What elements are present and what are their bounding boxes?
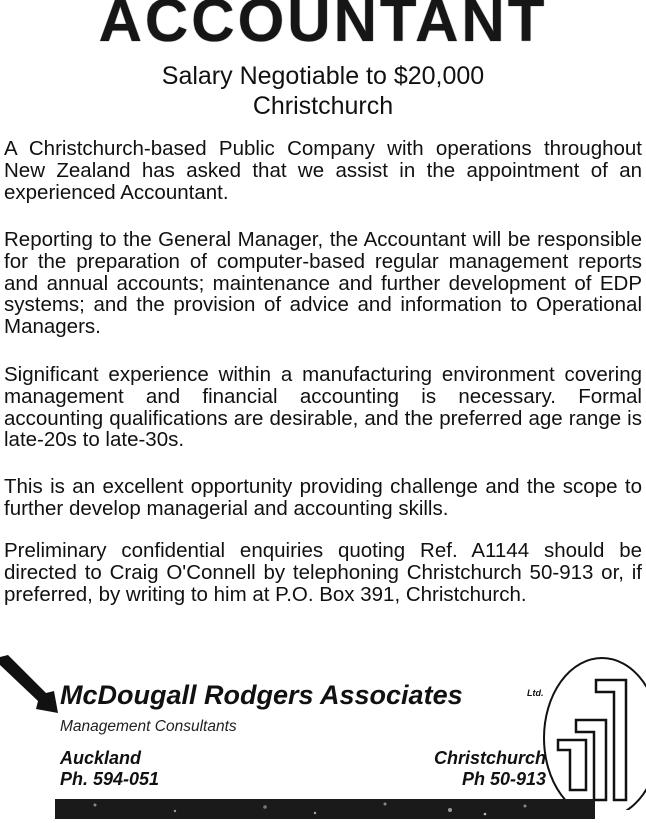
paragraph-requirements: Significant experience within a manufacturing environment covering management and financial accounting is necessary. Formal accounting qualifications are desirable, and the preferred age range is late-20s to late-30s. bbox=[4, 363, 642, 452]
firm-name: McDougall Rodgers Associates bbox=[60, 680, 463, 710]
paragraph-contact: Preliminary confidential enquiries quoting Ref. A1144 should be directed to Craig O'Connell by telephoning Christchurch 50-913 or, if preferred, by writing to him at P.O. Box 391, Christchurch. bbox=[4, 539, 642, 606]
arrow-pointer-icon bbox=[0, 655, 60, 715]
firm-suffix: Ltd. bbox=[527, 688, 544, 698]
office-auckland-phone: Ph. 594-051 bbox=[60, 769, 160, 789]
paragraph-responsibilities: Reporting to the General Manager, the Accountant will be responsible for the preparation of computer-based regular management reports and annual accounts; maintenance and further development of EDP systems; and the provision of advice and information to Operational Managers. bbox=[4, 228, 642, 339]
office-christchurch-phone: Ph 50-913 bbox=[461, 769, 546, 789]
firm-tagline: Management Consultants bbox=[60, 718, 237, 735]
salary-subheading: Salary Negotiable to $20,000 bbox=[161, 62, 485, 90]
location-subheading: Christchurch bbox=[252, 92, 394, 120]
firm-monogram-logo bbox=[540, 650, 646, 810]
office-christchurch-city: Christchurch bbox=[433, 748, 546, 768]
paragraph-intro: A Christchurch-based Public Company with operations throughout New Zealand has asked that we assist in the appointment of an experienced Accountant. bbox=[4, 137, 642, 204]
headline: ACCOUNTANT bbox=[98, 0, 548, 54]
office-auckland-city: Auckland bbox=[60, 748, 142, 768]
paragraph-opportunity: This is an excellent opportunity providing challenge and the scope to further develop managerial and accounting skills. bbox=[4, 475, 642, 520]
decorative-bar-texture bbox=[55, 799, 595, 819]
